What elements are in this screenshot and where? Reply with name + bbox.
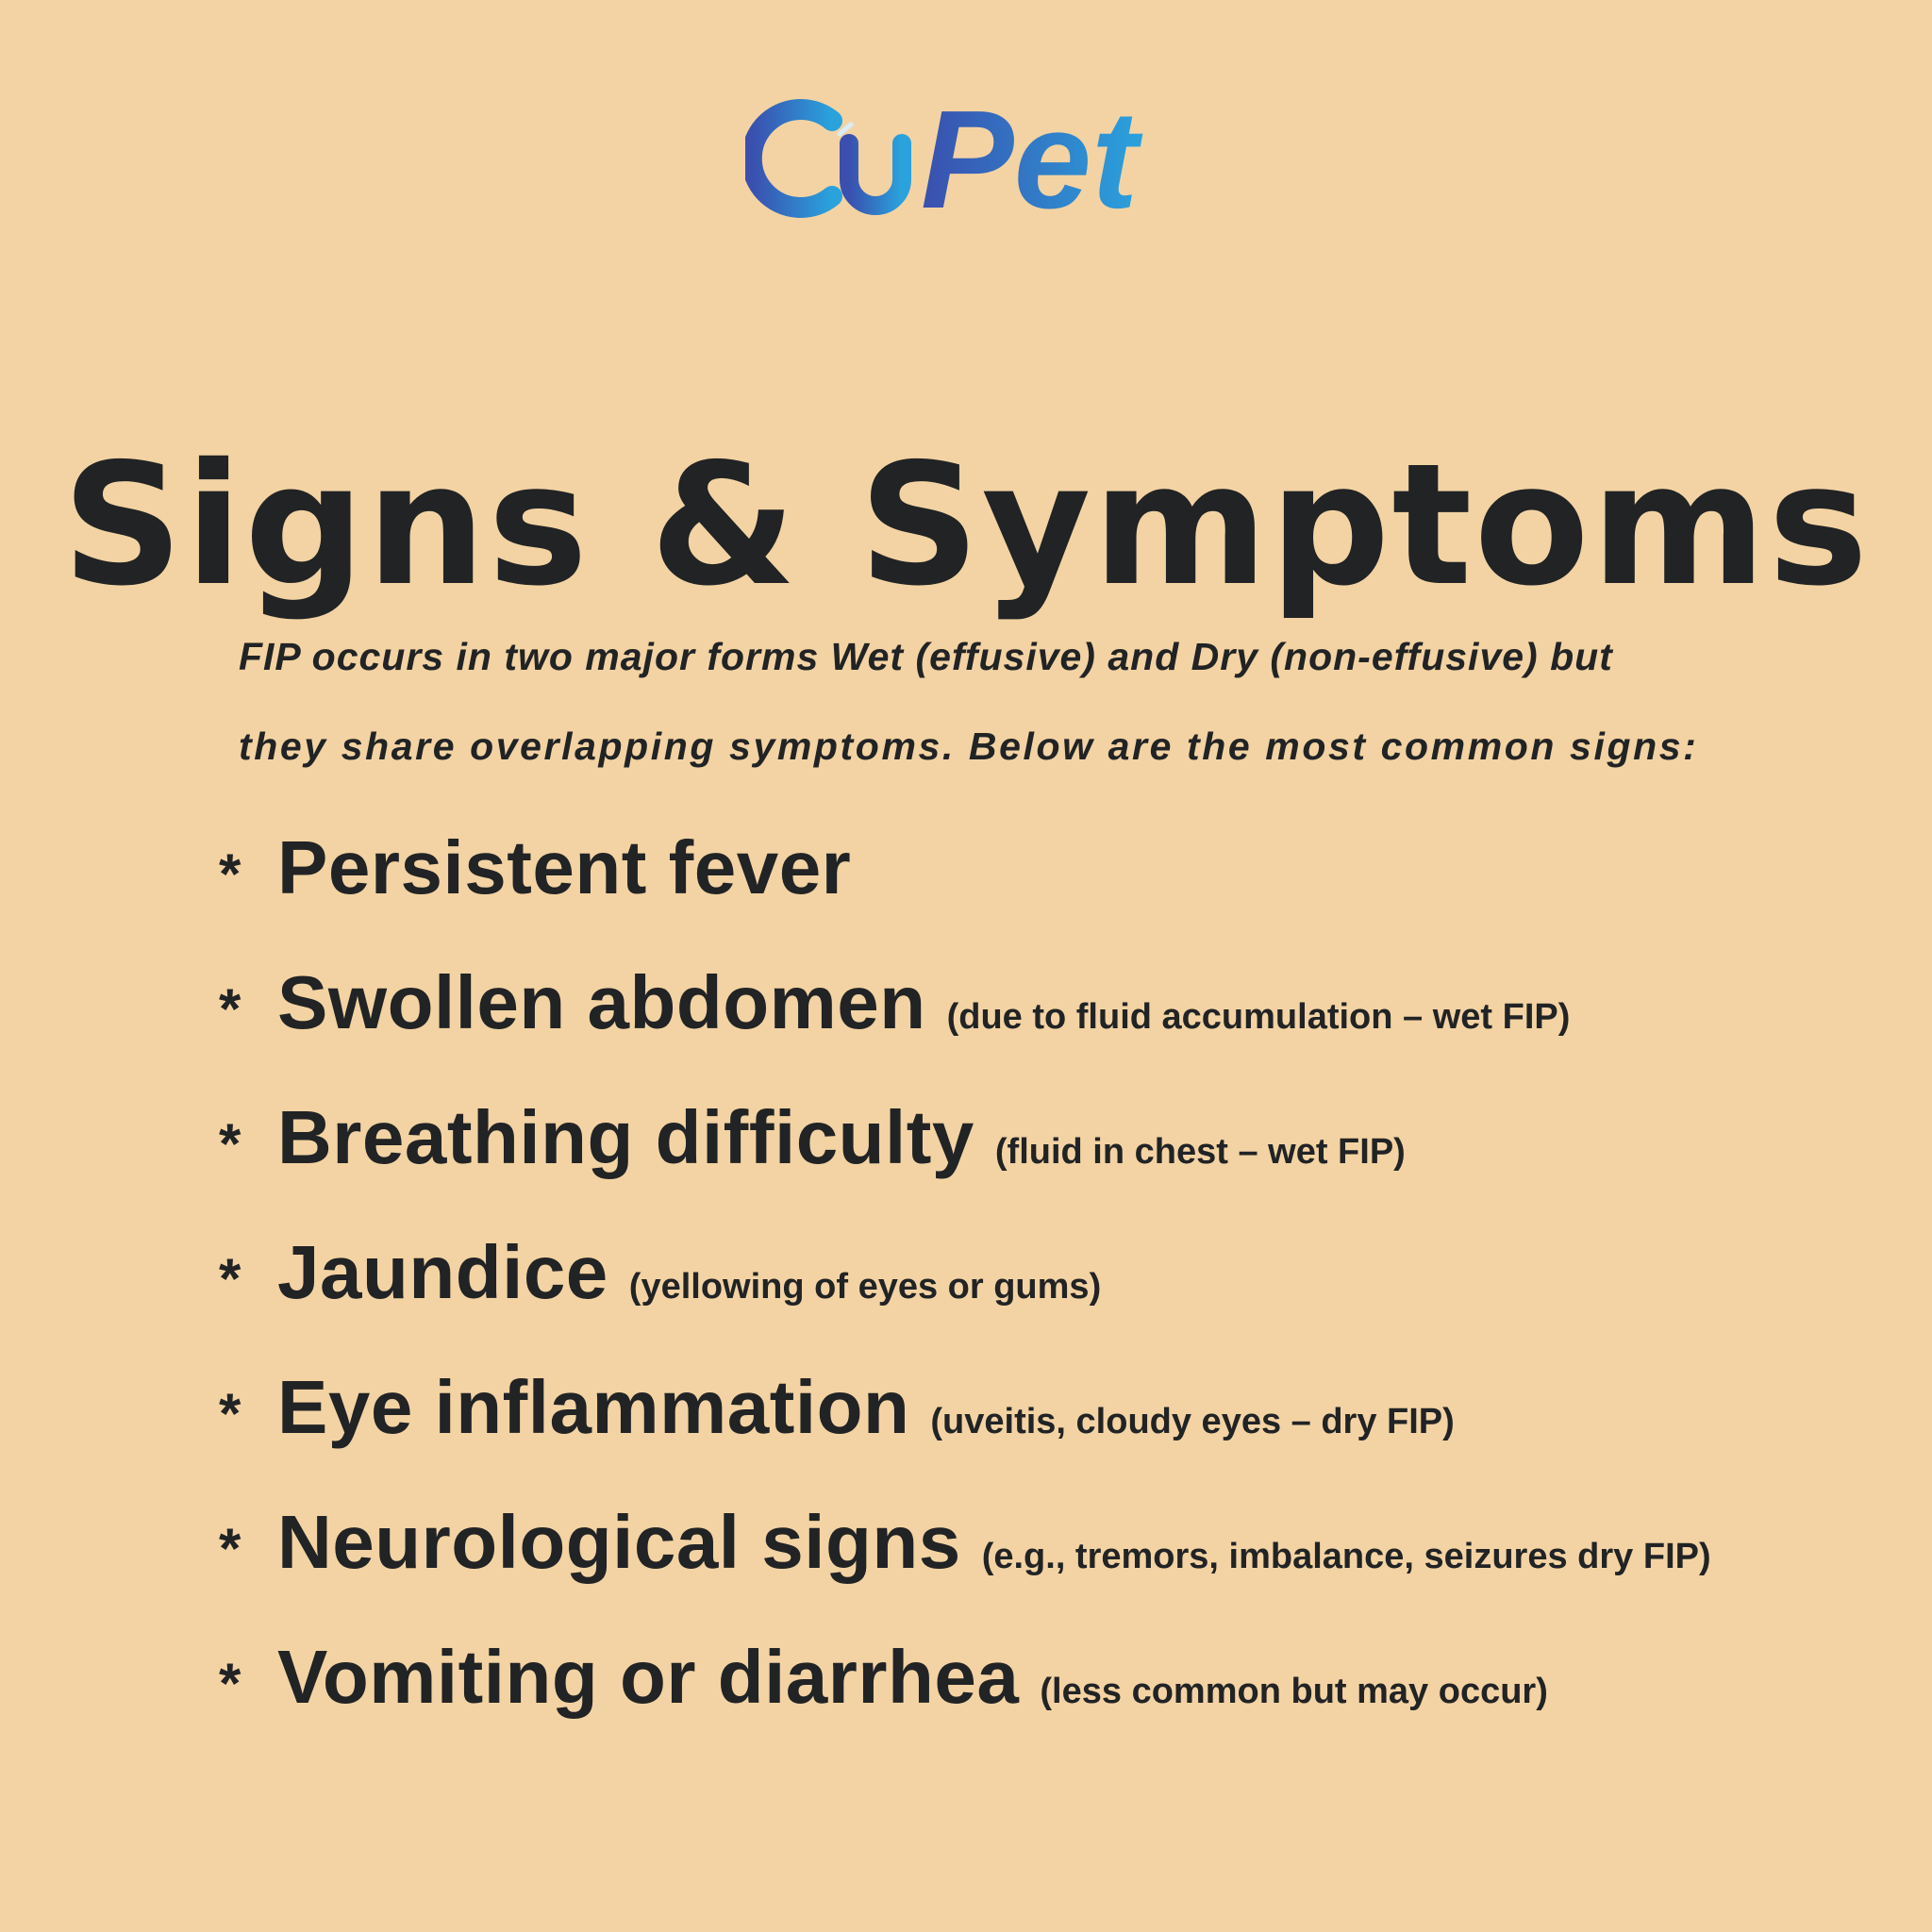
- symptom-name: Swollen abdomen: [277, 960, 926, 1044]
- intro-line-2: they share overlapping symptoms. Below are the most common signs:: [239, 724, 1699, 768]
- intro-line-1: FIP occurs in two major forms Wet (effusive) and Dry (non-effusive) but: [239, 635, 1613, 678]
- symptom-name: Neurological signs: [277, 1500, 961, 1584]
- cupet-logo: [745, 85, 1189, 226]
- list-item: [219, 1230, 1102, 1314]
- symptom-note: (due to fluid accumulation – wet FIP): [946, 997, 1571, 1037]
- bullet-asterisk: *: [219, 1652, 242, 1715]
- list-item: [219, 1635, 1548, 1719]
- symptom-note: (yellowing of eyes or gums): [628, 1267, 1102, 1307]
- symptom-note: (fluid in chest – wet FIP): [994, 1132, 1406, 1172]
- list-item: [219, 1365, 1455, 1449]
- page-title: Signs & Symptoms: [61, 427, 1871, 623]
- list-item: [219, 1095, 1406, 1179]
- bullet-asterisk: *: [219, 1247, 242, 1310]
- symptom-note: (less common but may occur): [1040, 1672, 1548, 1711]
- list-item: [219, 825, 852, 909]
- bullet-asterisk: *: [219, 977, 242, 1041]
- bullet-asterisk: *: [219, 1112, 242, 1175]
- symptom-name: Jaundice: [277, 1230, 608, 1314]
- symptom-name: Breathing difficulty: [277, 1095, 974, 1179]
- bullet-asterisk: *: [219, 1517, 242, 1580]
- symptom-name: Eye inflammation: [277, 1365, 910, 1449]
- list-item: [219, 960, 1571, 1044]
- bullet-asterisk: *: [219, 1382, 242, 1445]
- symptom-name: Persistent fever: [277, 825, 852, 909]
- symptom-note: (uveitis, cloudy eyes – dry FIP): [930, 1402, 1455, 1441]
- list-item: [219, 1500, 1711, 1584]
- symptom-name: Vomiting or diarrhea: [277, 1635, 1020, 1719]
- svg-text:Pet: Pet: [921, 85, 1139, 226]
- bullet-asterisk: *: [219, 842, 242, 906]
- symptom-note: (e.g., tremors, imbalance, seizures dry FIP): [981, 1537, 1711, 1576]
